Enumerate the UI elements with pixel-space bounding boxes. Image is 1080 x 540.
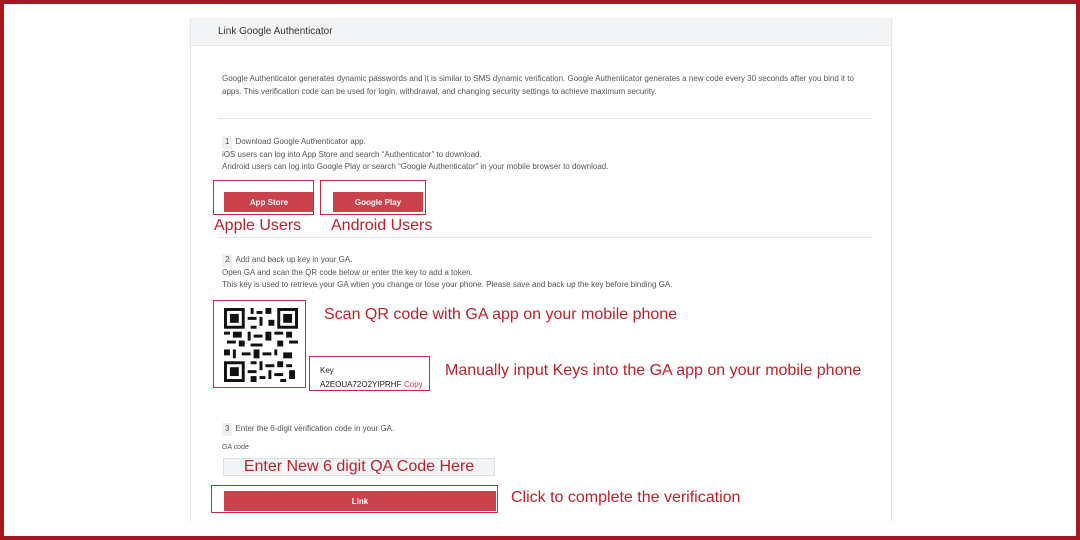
- step2-block: [222, 254, 872, 292]
- step2-scan-text: Open GA and scan the QR code below or enter the key to add a token.: [222, 267, 473, 277]
- step1-ios-text: iOS users can log into App Store and search “Authenticator” to download.: [222, 149, 482, 159]
- copy-key-link[interactable]: Copy: [404, 380, 423, 389]
- app-store-highlight-box: [213, 180, 314, 215]
- step3-title: Enter the 6-digit verification code in your GA.: [235, 424, 395, 433]
- intro-text: Google Authenticator generates dynamic passwords and it is similar to SMS dynamic verification. Google Authenticator generates a new code every 30 seconds after you bind it to apps. This verification code can be used for login, withdrawal, and changing security settings to achieve maximum security.: [222, 74, 854, 96]
- qr-highlight-box: [213, 300, 306, 388]
- step2-number: 2: [222, 254, 232, 267]
- click-complete-annotation: Click to complete the verification: [511, 489, 741, 506]
- divider: [218, 118, 873, 119]
- step3-number: 3: [222, 423, 232, 436]
- manual-input-annotation: Manually input Keys into the GA app on your mobile phone: [445, 362, 862, 379]
- step2-title: Add and back up key in your GA.: [235, 255, 353, 264]
- android-users-annotation: Android Users: [331, 217, 433, 234]
- divider: [218, 237, 873, 238]
- ga-code-input[interactable]: Enter New 6 digit QA Code Here: [223, 458, 495, 476]
- ga-code-label: GA code: [222, 444, 249, 451]
- ga-link-panel: [190, 18, 892, 521]
- step1-block: [222, 136, 872, 174]
- key-value[interactable]: A2EOUA72O2YIPRHF: [320, 380, 402, 389]
- step2-backup-text: This key is used to retrieve your GA when you change or lose your phone. Please save and back up the key before binding GA.: [222, 280, 673, 289]
- google-play-highlight-box: [320, 180, 426, 215]
- panel-header: [191, 18, 891, 46]
- apple-users-annotation: Apple Users: [214, 217, 302, 234]
- page-title: Link Google Authenticator: [218, 26, 333, 37]
- step1-android-text: Android users can log into Google Play or search “Google Authenticator” in your mobile browser to download.: [222, 162, 609, 171]
- step1-number: 1: [222, 136, 232, 149]
- google-play-button[interactable]: Google Play: [333, 192, 423, 212]
- app-store-button[interactable]: App Store: [224, 192, 314, 212]
- step1-title: Download Google Authenticator app.: [235, 137, 366, 146]
- link-button[interactable]: Link: [224, 491, 496, 511]
- scan-qr-annotation: Scan QR code with GA app on your mobile phone: [324, 306, 678, 323]
- link-highlight-box: [211, 485, 498, 513]
- step3-block: [222, 423, 872, 436]
- key-label: Key: [320, 366, 334, 375]
- key-highlight-box: [309, 356, 430, 391]
